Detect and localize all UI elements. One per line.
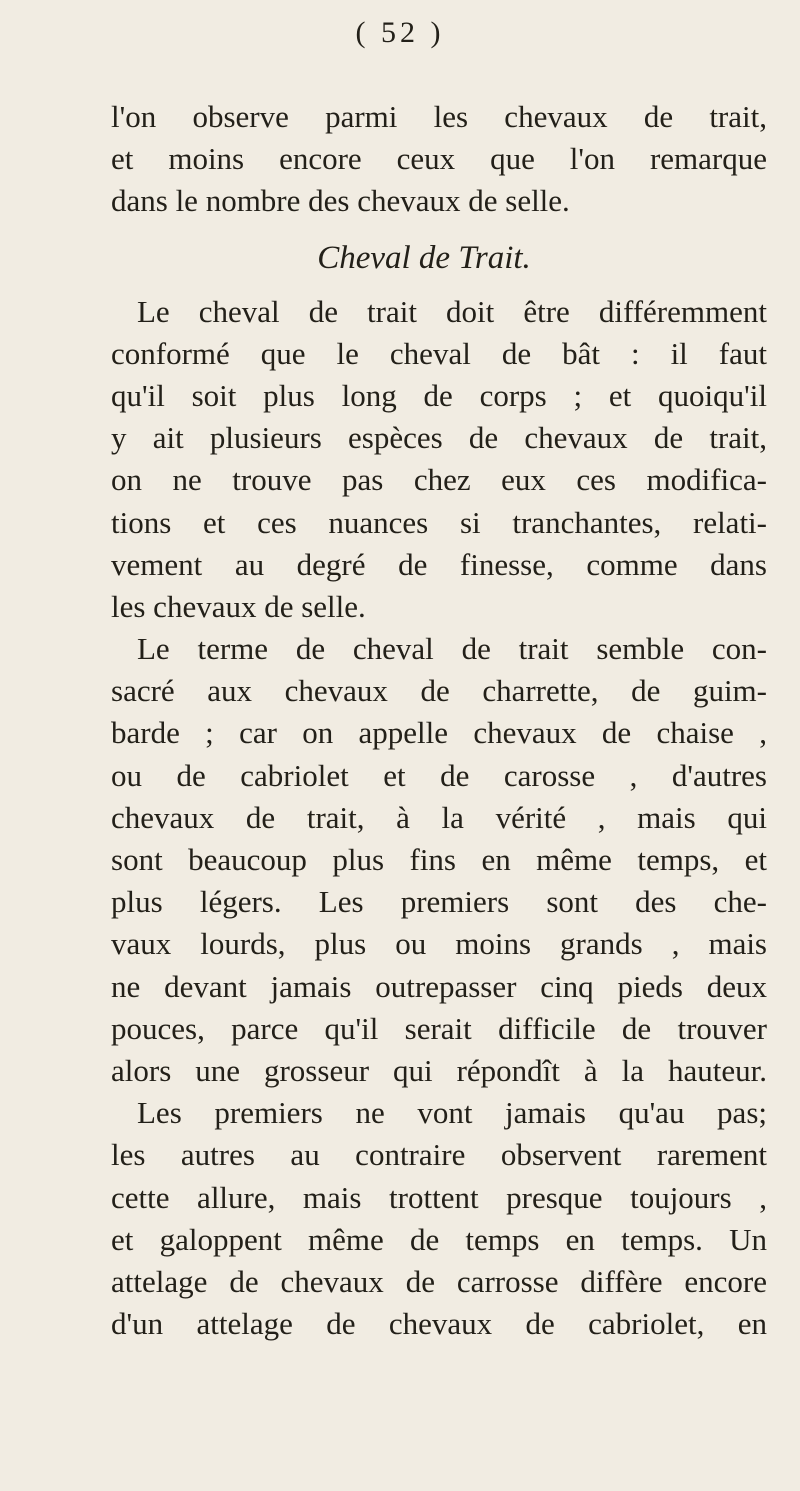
text-line: chevaux de trait, à la vérité , mais qui	[111, 799, 767, 835]
section-heading: Cheval de Trait.	[317, 239, 531, 276]
text-line: d'un attelage de chevaux de cabriolet, en	[111, 1306, 767, 1342]
text-line: attelage de chevaux de carrosse diffère encore	[111, 1263, 767, 1299]
text-line: vement au degré de finesse, comme dans	[111, 546, 767, 582]
page-number: ( 52 )	[355, 16, 445, 49]
text-line: qu'il soit plus long de corps ; et quoiqu'il	[111, 377, 767, 413]
text-line: barde ; car on appelle chevaux de chaise ,	[111, 715, 767, 751]
text-line: et galoppent même de temps en temps. Un	[111, 1221, 767, 1257]
text-block	[111, 96, 767, 1345]
text-line: ou de cabriolet et de carosse , d'autres	[111, 757, 767, 793]
text-line: conformé que le cheval de bât : il faut	[111, 335, 767, 371]
text-line: pouces, parce qu'il serait difficile de trouver	[111, 1010, 767, 1046]
text-line: l'on observe parmi les chevaux de trait,	[111, 99, 767, 134]
text-line: et moins encore ceux que l'on remarque	[111, 141, 767, 177]
text-line: tions et ces nuances si tranchantes, relati-	[111, 504, 767, 540]
text-line: dans le nombre des chevaux de selle.	[111, 183, 570, 219]
text-line: plus légers. Les premiers sont des che-	[111, 884, 767, 920]
text-line: les autres au contraire observent rarement	[111, 1137, 767, 1173]
text-line: Les premiers ne vont jamais qu'au pas;	[137, 1095, 767, 1131]
text-line: alors une grosseur qui répondît à la hauteur.	[111, 1052, 767, 1088]
text-line: Le terme de cheval de trait semble con-	[137, 631, 767, 667]
text-line: on ne trouve pas chez eux ces modifica-	[111, 462, 767, 498]
text-line: les chevaux de selle.	[111, 588, 366, 624]
text-line: vaux lourds, plus ou moins grands , mais	[111, 926, 767, 962]
text-line: sont beaucoup plus fins en même temps, et	[111, 842, 767, 877]
text-line: cette allure, mais trottent presque toujours ,	[111, 1179, 767, 1215]
text-line: Le cheval de trait doit être différemment	[137, 293, 767, 329]
text-line: sacré aux chevaux de charrette, de guim-	[111, 673, 767, 709]
text-line: y ait plusieurs espèces de chevaux de trait,	[111, 420, 767, 456]
text-line: ne devant jamais outrepasser cinq pieds deux	[111, 968, 767, 1004]
